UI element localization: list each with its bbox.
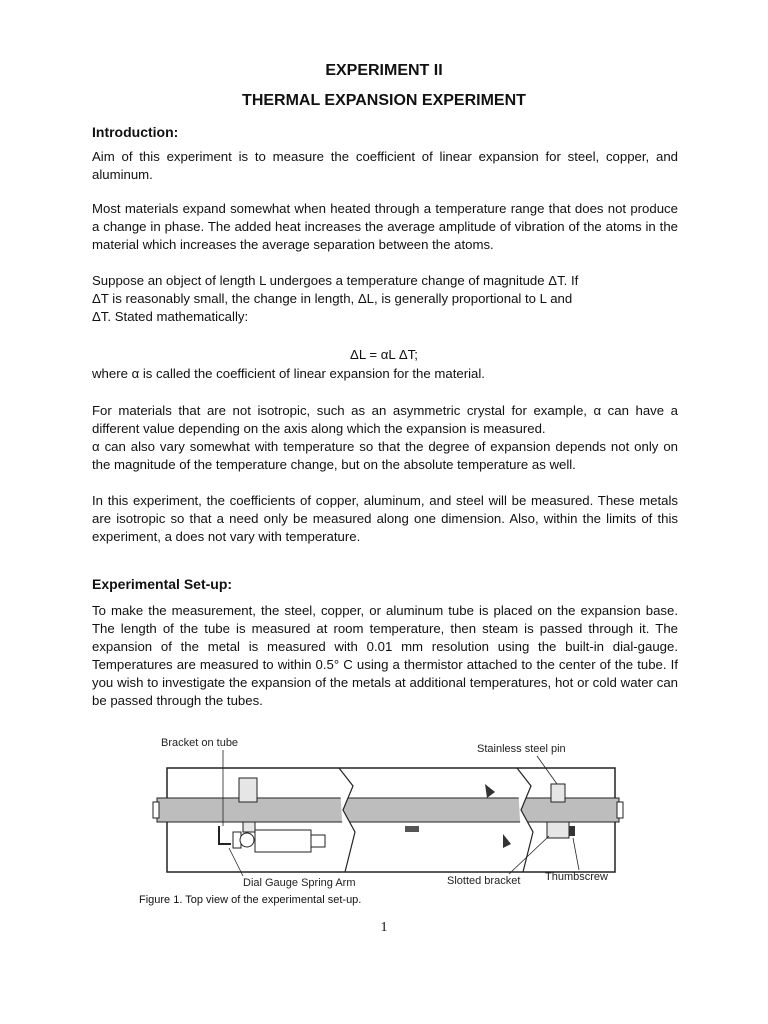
tube-bracket — [239, 778, 257, 802]
where-paragraph: where α is called the coefficient of linear expansion for the material. — [92, 366, 485, 381]
isotropic-text: For materials that are not isotropic, such as an asymmetric crystal for example, α can have a different value depending on the axis along which the expansion is measured. — [92, 403, 678, 436]
page-number: 1 — [380, 920, 388, 935]
stainless-steel-pin — [551, 784, 565, 802]
leader-pin — [537, 756, 557, 784]
label-thumbscrew: Thumbscrew — [545, 871, 608, 883]
setup-diagram — [139, 726, 629, 894]
pin-shadow — [485, 784, 495, 798]
label-dial-gauge-spring-arm: Dial Gauge Spring Arm — [243, 877, 356, 889]
thermistor — [405, 826, 419, 832]
dial-gauge — [240, 833, 254, 847]
thumbscrew — [569, 826, 575, 836]
setup-heading: Experimental Set-up: — [92, 576, 233, 592]
materials-paragraph: Most materials expand somewhat when heated through a temperature range that does not produce a change in phase. The added heat increases the average amplitude of vibration of the atoms in the material which increases the average separation between the atoms. — [92, 201, 678, 252]
slot-shadow — [503, 834, 511, 848]
metal-tube — [157, 798, 619, 822]
vary-text: α can also vary somewhat with temperature so that the degree of expansion depends not only on the magnitude of the temperature change, but on the absolute temperature as well. — [92, 439, 678, 472]
gauge-body — [255, 830, 311, 852]
introduction-heading: Introduction: — [92, 124, 179, 140]
bracket-lower — [243, 822, 255, 832]
experiment-number-title: EXPERIMENT II — [325, 62, 443, 79]
suppose-line: Suppose an object of length L undergoes a temperature change of magnitude ΔT. If — [92, 273, 579, 288]
label-slotted-bracket: Slotted bracket — [447, 875, 521, 887]
experiment-name-title: THERMAL EXPANSION EXPERIMENT — [242, 92, 526, 109]
expansion-equation: ΔL = αL ΔT; — [350, 347, 418, 362]
suppose-line: ΔT. Stated mathematically: — [92, 309, 249, 324]
slotted-bracket — [547, 822, 569, 838]
in-this-experiment-paragraph: In this experiment, the coefficients of copper, aluminum, and steel will be measured. These metals are isotropic so that a need only be measured along one dimension. Also, within the limits of this experiment, a does not vary with temperature. — [92, 493, 678, 544]
isotropic-paragraph — [92, 402, 678, 474]
gauge-tip — [311, 835, 325, 847]
setup-paragraph: To make the measurement, the steel, copper, or aluminum tube is placed on the expansion base. The length of the tube is measured at room temperature, then steam is passed through it. The expansion of the metal is measured with 0.01 mm resolution using the built-in dial-gauge. Temperatures are measured to within 0.5° C using a thermistor attached to the center of the tube. If you wish to investigate the expansion of the metals at additional temperatures, hot or cold water can be passed through the tubes. — [92, 603, 678, 708]
tube-left-end — [153, 802, 159, 818]
spring-arm — [219, 826, 231, 844]
aim-paragraph: Aim of this experiment is to measure the coefficient of linear expansion for steel, copper, and aluminum. — [92, 149, 678, 182]
suppose-paragraph — [92, 272, 678, 326]
tube-right-end — [617, 802, 623, 818]
label-stainless-steel-pin: Stainless steel pin — [477, 743, 566, 755]
label-bracket-on-tube: Bracket on tube — [161, 737, 239, 749]
leader-thumbscrew — [573, 838, 579, 870]
suppose-line: ΔT is reasonably small, the change in length, ΔL, is generally proportional to L and — [92, 291, 573, 306]
figure-caption: Figure 1. Top view of the experimental set-up. — [139, 894, 362, 906]
